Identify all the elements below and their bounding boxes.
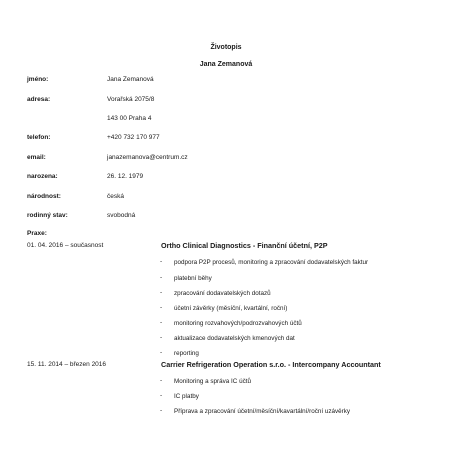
value-address-street: Vorařská 2075/8 <box>107 96 155 103</box>
bullet-dash: - <box>160 258 163 265</box>
job-duty: platební běhy <box>174 275 212 282</box>
label-name: jméno: <box>27 76 49 83</box>
label-phone: telefon: <box>27 134 51 141</box>
value-nationality: česká <box>107 193 124 200</box>
job-duty: Příprava a zpracování účetní/měsíční/kavartální/roční uzávěrky <box>174 408 351 415</box>
document-title: Životopis <box>210 44 242 51</box>
bullet-dash: - <box>160 392 163 399</box>
job-duty: podpora P2P procesů, monitoring a zpracování dodavatelských faktur <box>174 259 369 266</box>
bullet-dash: - <box>160 349 163 356</box>
label-address: adresa: <box>27 96 51 103</box>
bullet-dash: - <box>160 289 163 296</box>
job-duty: účetní závěrky (měsíční, kvartální, roční) <box>174 305 288 312</box>
experience-heading: Praxe: <box>27 230 47 237</box>
value-birthdate: 26. 12. 1979 <box>107 173 144 180</box>
bullet-dash: - <box>160 377 163 384</box>
bullet-dash: - <box>160 274 163 281</box>
job-dates: 15. 11. 2014 – březen 2016 <box>27 361 107 368</box>
job-title: Ortho Clinical Diagnostics - Finanční účetní, P2P <box>161 241 328 250</box>
value-address-city: 143 00 Praha 4 <box>107 115 152 122</box>
bullet-dash: - <box>160 334 163 341</box>
label-nationality: národnost: <box>27 193 61 200</box>
value-name: Jana Zemanová <box>107 76 154 83</box>
value-phone: +420 732 170 977 <box>107 134 160 141</box>
job-duty: monitoring rozvahových/podrozvahových účtů <box>174 320 302 327</box>
job-dates: 01. 04. 2016 – současnost <box>27 242 104 249</box>
label-marital-status: rodinný stav: <box>27 212 68 219</box>
label-email: email: <box>27 154 46 161</box>
job-duty: IC platby <box>174 393 199 400</box>
job-title: Carrier Refrigeration Operation s.r.o. - Intercompany Accountant <box>161 360 381 369</box>
job-duty: aktualizace dodavatelských kmenových dat <box>174 335 295 342</box>
person-name-heading: Jana Zemanová <box>199 61 253 68</box>
bullet-dash: - <box>160 407 163 414</box>
job-duty: zpracování dodavatelských dotazů <box>174 290 271 297</box>
value-marital-status: svobodná <box>107 212 136 219</box>
bullet-dash: - <box>160 319 163 326</box>
job-duty: reporting <box>174 350 199 357</box>
bullet-dash: - <box>160 304 163 311</box>
label-birthdate: narozena: <box>27 173 58 180</box>
value-email: janazemanova@centrum.cz <box>107 154 188 161</box>
job-duty: Monitoring a správa IC účtů <box>174 378 251 385</box>
